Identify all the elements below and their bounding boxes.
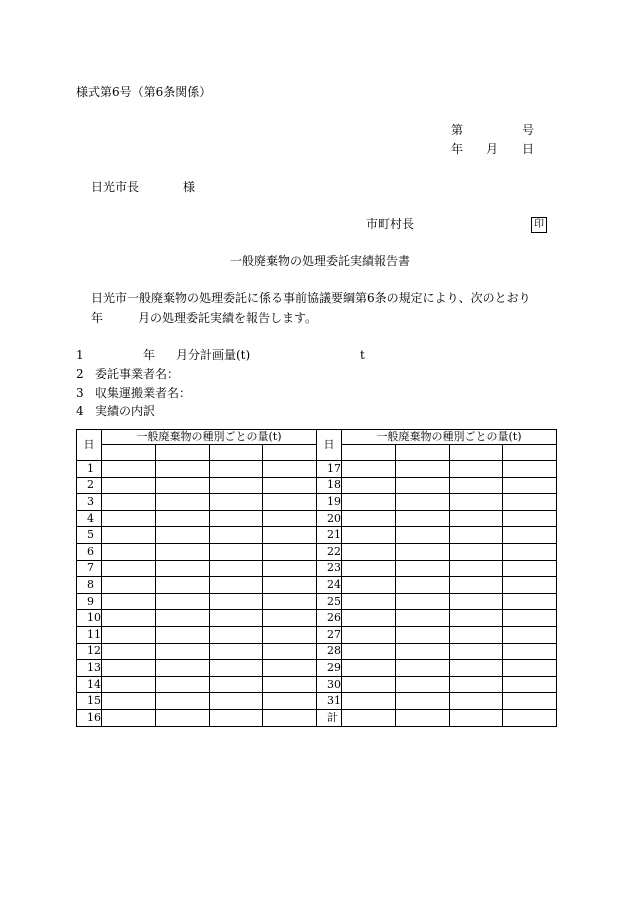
left-amount-cell[interactable] [155, 560, 209, 577]
right-day-header: 日 [317, 430, 342, 461]
left-amount-cell[interactable] [102, 709, 156, 726]
right-amount-cell[interactable] [395, 693, 449, 710]
table-header-row [77, 430, 557, 445]
right-amount-cell[interactable] [395, 660, 449, 677]
right-amount-cell[interactable] [342, 543, 396, 560]
table-row [77, 593, 557, 610]
left-amount-cell[interactable] [102, 643, 156, 660]
right-amount-cell[interactable] [395, 494, 449, 511]
right-amount-cell[interactable] [503, 626, 557, 643]
left-day-header: 日 [77, 430, 102, 461]
left-amount-cell[interactable] [209, 593, 263, 610]
left-amount-cell[interactable] [155, 477, 209, 494]
right-amount-cell[interactable] [449, 527, 503, 544]
left-amount-cell[interactable] [102, 593, 156, 610]
breakdown-table [76, 429, 557, 727]
seal-mark: 印 [531, 217, 547, 233]
left-day-cell: 1 [77, 461, 102, 478]
left-amount-cell[interactable] [102, 660, 156, 677]
left-day-cell: 10 [77, 610, 102, 627]
body-line-1: 日光市一般廃棄物の処理委託に係る事前協議要綱第6条の規定により、次のとおり [91, 291, 531, 305]
right-amount-cell[interactable] [342, 494, 396, 511]
right-day-cell: 17 [317, 461, 342, 478]
left-amount-cell[interactable] [102, 543, 156, 560]
date-year: 年 [451, 142, 464, 156]
item-2-label: 委託事業者名： [95, 367, 180, 381]
right-amount-cell[interactable] [503, 543, 557, 560]
right-amount-cell[interactable] [342, 527, 396, 544]
table-row [77, 577, 557, 594]
left-day-cell: 7 [77, 560, 102, 577]
item-3-number: 3 [76, 386, 84, 400]
right-amount-cell[interactable] [342, 577, 396, 594]
left-type-column-3[interactable] [209, 445, 263, 461]
left-amount-cell[interactable] [263, 527, 317, 544]
left-amount-cell[interactable] [263, 494, 317, 511]
left-amount-cell[interactable] [155, 543, 209, 560]
left-amount-cell[interactable] [102, 610, 156, 627]
right-amount-cell[interactable] [395, 709, 449, 726]
left-amount-cell[interactable] [155, 676, 209, 693]
left-day-cell: 16 [77, 709, 102, 726]
right-amount-cell[interactable] [503, 527, 557, 544]
left-amount-cell[interactable] [155, 494, 209, 511]
left-amount-cell[interactable] [209, 626, 263, 643]
left-amount-cell[interactable] [209, 477, 263, 494]
left-amount-cell[interactable] [209, 693, 263, 710]
left-amount-cell[interactable] [263, 577, 317, 594]
left-day-cell: 13 [77, 660, 102, 677]
right-amount-cell[interactable] [449, 593, 503, 610]
table-row [77, 560, 557, 577]
body-line-2-rest: 月の処理委託実績を報告します。 [138, 311, 318, 325]
right-group-header: 一般廃棄物の種別ごとの量(t) [342, 430, 557, 445]
right-day-cell: 20 [317, 510, 342, 527]
table-row [77, 543, 557, 560]
item-1-label: 月分計画量(t) [176, 348, 251, 362]
left-type-column-4[interactable] [263, 445, 317, 461]
right-day-cell: 31 [317, 693, 342, 710]
right-amount-cell[interactable] [503, 577, 557, 594]
right-day-cell: 25 [317, 593, 342, 610]
right-amount-cell[interactable] [503, 676, 557, 693]
right-amount-cell[interactable] [449, 461, 503, 478]
right-amount-cell[interactable] [342, 643, 396, 660]
left-amount-cell[interactable] [102, 510, 156, 527]
right-amount-cell[interactable] [503, 643, 557, 660]
right-day-cell: 21 [317, 527, 342, 544]
right-day-cell: 18 [317, 477, 342, 494]
right-amount-cell[interactable] [342, 477, 396, 494]
left-amount-cell[interactable] [155, 693, 209, 710]
item-1-unit: t [360, 348, 365, 362]
left-amount-cell[interactable] [263, 643, 317, 660]
right-amount-cell[interactable] [449, 693, 503, 710]
left-amount-cell[interactable] [102, 494, 156, 511]
right-amount-cell[interactable] [503, 560, 557, 577]
table-row [77, 494, 557, 511]
right-day-cell: 計 [317, 709, 342, 726]
date-day: 日 [522, 142, 535, 156]
left-amount-cell[interactable] [209, 461, 263, 478]
right-day-cell: 24 [317, 577, 342, 594]
item-1-number: 1 [76, 348, 84, 362]
right-amount-cell[interactable] [395, 577, 449, 594]
right-amount-cell[interactable] [395, 560, 449, 577]
left-amount-cell[interactable] [155, 660, 209, 677]
left-amount-cell[interactable] [155, 643, 209, 660]
right-amount-cell[interactable] [342, 560, 396, 577]
right-amount-cell[interactable] [395, 543, 449, 560]
right-day-cell: 29 [317, 660, 342, 677]
addressee-name: 日光市長 [91, 180, 140, 194]
left-amount-cell[interactable] [263, 660, 317, 677]
left-amount-cell[interactable] [263, 560, 317, 577]
left-amount-cell[interactable] [155, 527, 209, 544]
left-amount-cell[interactable] [263, 543, 317, 560]
item-4-label: 実績の内訳 [95, 404, 156, 418]
right-type-column-1[interactable] [342, 445, 396, 461]
left-amount-cell[interactable] [209, 643, 263, 660]
right-day-cell: 23 [317, 560, 342, 577]
date-month: 月 [486, 142, 499, 156]
right-type-column-3[interactable] [449, 445, 503, 461]
right-amount-cell[interactable] [503, 510, 557, 527]
right-amount-cell[interactable] [395, 527, 449, 544]
table-row [77, 527, 557, 544]
right-amount-cell[interactable] [449, 477, 503, 494]
left-amount-cell[interactable] [155, 593, 209, 610]
left-amount-cell[interactable] [155, 709, 209, 726]
right-amount-cell[interactable] [503, 593, 557, 610]
item-4-number: 4 [76, 404, 84, 418]
left-type-column-2[interactable] [155, 445, 209, 461]
table-row [77, 643, 557, 660]
right-amount-cell[interactable] [503, 494, 557, 511]
left-amount-cell[interactable] [263, 709, 317, 726]
right-amount-cell[interactable] [342, 610, 396, 627]
right-type-column-4[interactable] [503, 445, 557, 461]
right-amount-cell[interactable] [449, 709, 503, 726]
right-amount-cell[interactable] [342, 461, 396, 478]
right-amount-cell[interactable] [503, 693, 557, 710]
table-row [77, 461, 557, 478]
right-amount-cell[interactable] [449, 577, 503, 594]
right-amount-cell[interactable] [342, 693, 396, 710]
left-amount-cell[interactable] [102, 527, 156, 544]
left-day-cell: 8 [77, 577, 102, 594]
left-amount-cell[interactable] [102, 693, 156, 710]
right-amount-cell[interactable] [503, 660, 557, 677]
table-row [77, 660, 557, 677]
right-amount-cell[interactable] [449, 560, 503, 577]
addressee-honorific: 様 [183, 180, 196, 194]
left-amount-cell[interactable] [263, 593, 317, 610]
left-amount-cell[interactable] [263, 610, 317, 627]
table-row [77, 676, 557, 693]
right-amount-cell[interactable] [342, 660, 396, 677]
left-day-cell: 9 [77, 593, 102, 610]
left-day-cell: 15 [77, 693, 102, 710]
table-row [77, 610, 557, 627]
doc-number-prefix: 第 [451, 123, 464, 137]
right-amount-cell[interactable] [503, 477, 557, 494]
right-amount-cell[interactable] [395, 626, 449, 643]
body-line-2-year: 年 [91, 311, 104, 325]
left-day-cell: 2 [77, 477, 102, 494]
left-amount-cell[interactable] [263, 676, 317, 693]
right-amount-cell[interactable] [342, 626, 396, 643]
left-day-cell: 6 [77, 543, 102, 560]
left-amount-cell[interactable] [263, 693, 317, 710]
right-amount-cell[interactable] [395, 643, 449, 660]
table-row [77, 510, 557, 527]
left-amount-cell[interactable] [209, 510, 263, 527]
right-amount-cell[interactable] [395, 461, 449, 478]
left-day-cell: 4 [77, 510, 102, 527]
left-type-column-1[interactable] [102, 445, 156, 461]
left-amount-cell[interactable] [209, 527, 263, 544]
right-amount-cell[interactable] [449, 643, 503, 660]
left-amount-cell[interactable] [102, 577, 156, 594]
right-amount-cell[interactable] [449, 510, 503, 527]
right-amount-cell[interactable] [395, 477, 449, 494]
left-amount-cell[interactable] [102, 560, 156, 577]
table-row [77, 626, 557, 643]
left-day-cell: 11 [77, 626, 102, 643]
left-day-cell: 12 [77, 643, 102, 660]
left-amount-cell[interactable] [209, 709, 263, 726]
left-amount-cell[interactable] [209, 494, 263, 511]
left-amount-cell[interactable] [209, 577, 263, 594]
right-amount-cell[interactable] [342, 709, 396, 726]
left-amount-cell[interactable] [209, 660, 263, 677]
right-amount-cell[interactable] [342, 676, 396, 693]
left-amount-cell[interactable] [102, 477, 156, 494]
left-amount-cell[interactable] [155, 626, 209, 643]
table-row [77, 693, 557, 710]
right-amount-cell[interactable] [449, 660, 503, 677]
left-group-header: 一般廃棄物の種別ごとの量(t) [102, 430, 317, 445]
right-day-cell: 27 [317, 626, 342, 643]
doc-number-suffix: 号 [522, 123, 535, 137]
right-day-cell: 19 [317, 494, 342, 511]
right-amount-cell[interactable] [503, 709, 557, 726]
left-amount-cell[interactable] [155, 610, 209, 627]
left-day-cell: 3 [77, 494, 102, 511]
right-amount-cell[interactable] [395, 610, 449, 627]
right-amount-cell[interactable] [342, 510, 396, 527]
left-amount-cell[interactable] [209, 610, 263, 627]
left-amount-cell[interactable] [263, 626, 317, 643]
left-amount-cell[interactable] [102, 626, 156, 643]
right-amount-cell[interactable] [449, 494, 503, 511]
right-amount-cell[interactable] [503, 461, 557, 478]
right-day-cell: 30 [317, 676, 342, 693]
left-amount-cell[interactable] [102, 676, 156, 693]
right-amount-cell[interactable] [342, 593, 396, 610]
left-amount-cell[interactable] [263, 461, 317, 478]
right-amount-cell[interactable] [395, 510, 449, 527]
left-amount-cell[interactable] [263, 477, 317, 494]
item-3-label: 収集運搬業者名： [95, 386, 192, 400]
document-title: 一般廃棄物の処理委託実績報告書 [230, 254, 411, 268]
item-1-year: 年 [143, 348, 156, 362]
right-day-cell: 22 [317, 543, 342, 560]
table-row [77, 477, 557, 494]
table-row [77, 709, 557, 726]
left-amount-cell[interactable] [102, 461, 156, 478]
form-id: 様式第6号（第6条関係） [76, 85, 212, 99]
right-amount-cell[interactable] [449, 543, 503, 560]
left-amount-cell[interactable] [209, 543, 263, 560]
right-day-cell: 26 [317, 610, 342, 627]
left-amount-cell[interactable] [209, 560, 263, 577]
right-amount-cell[interactable] [449, 626, 503, 643]
right-amount-cell[interactable] [503, 610, 557, 627]
left-amount-cell[interactable] [263, 510, 317, 527]
right-amount-cell[interactable] [449, 676, 503, 693]
left-amount-cell[interactable] [155, 577, 209, 594]
right-amount-cell[interactable] [449, 610, 503, 627]
right-day-cell: 28 [317, 643, 342, 660]
right-amount-cell[interactable] [395, 676, 449, 693]
left-amount-cell[interactable] [209, 676, 263, 693]
right-type-column-2[interactable] [395, 445, 449, 461]
item-2-number: 2 [76, 367, 84, 381]
left-amount-cell[interactable] [155, 510, 209, 527]
left-day-cell: 14 [77, 676, 102, 693]
left-amount-cell[interactable] [155, 461, 209, 478]
left-day-cell: 5 [77, 527, 102, 544]
sender-title: 市町村長 [366, 217, 415, 231]
right-amount-cell[interactable] [395, 593, 449, 610]
